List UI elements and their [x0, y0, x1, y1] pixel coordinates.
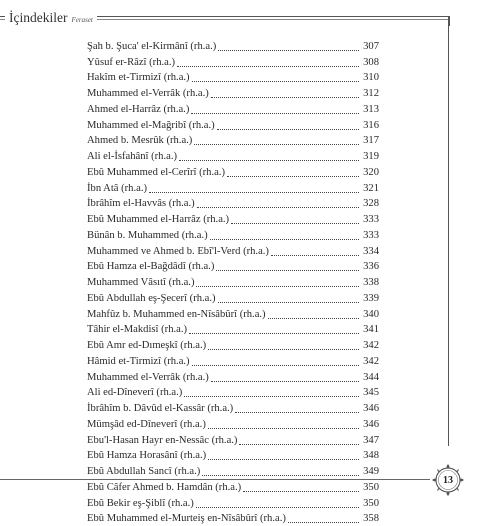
- toc-entry-page: 308: [359, 56, 379, 70]
- toc-entry: [87, 196, 379, 212]
- toc-entry-page: 328: [359, 197, 379, 211]
- toc-entry-page: 339: [359, 292, 379, 306]
- toc-entry-title: Ebû Hamza Horasânî (rh.a.): [87, 449, 208, 463]
- dot-leader: [216, 270, 359, 271]
- toc-entry-page: 319: [359, 150, 379, 164]
- toc-entry: [87, 369, 379, 385]
- toc-entry-title: Yûsuf er-Râzî (rh.a.): [87, 56, 177, 70]
- toc-entry: [87, 290, 379, 306]
- toc-entry-page: 334: [359, 245, 379, 259]
- dot-leader: [208, 459, 359, 460]
- dot-leader: [197, 207, 359, 208]
- dot-leader: [196, 286, 359, 287]
- toc-entry: [87, 227, 379, 243]
- toc-entry-title: Muhammed Vâsıtî (rh.a.): [87, 276, 196, 290]
- toc-entry: [87, 38, 379, 54]
- toc-entry-page: 346: [359, 402, 379, 416]
- toc-entry-title: Şah b. Şuca' el-Kirmânî (rh.a.): [87, 40, 218, 54]
- dot-leader: [208, 428, 359, 429]
- dot-leader: [192, 365, 359, 366]
- toc-entry-page: 350: [359, 497, 379, 511]
- toc-entry-page: 338: [359, 276, 379, 290]
- dot-leader: [231, 223, 359, 224]
- dot-leader: [184, 396, 359, 397]
- toc-entry: [87, 463, 379, 479]
- toc-entry-title: İbrâhîm b. Dâvûd el-Kassâr (rh.a.): [87, 402, 235, 416]
- toc-entry-page: 341: [359, 323, 379, 337]
- toc-entry-title: Ebû Amr ed-Dımeşkî (rh.a.): [87, 339, 208, 353]
- bottom-rule: [0, 479, 430, 480]
- toc-entry: [87, 117, 379, 133]
- toc-entry-page: 342: [359, 355, 379, 369]
- toc-entry-page: 310: [359, 71, 379, 85]
- toc-entry-title: Ahmed el-Harrâz (rh.a.): [87, 103, 191, 117]
- toc-entry: [87, 148, 379, 164]
- toc-entry-title: Ebû Abdullah Sancî (rh.a.): [87, 465, 202, 479]
- toc-entry-page: 350: [359, 481, 379, 495]
- dot-leader: [194, 144, 359, 145]
- toc-entry-page: 346: [359, 418, 379, 432]
- toc-entry-title: Mahfûz b. Muhammed en-Nîsâbûrî (rh.a.): [87, 308, 268, 322]
- toc-entry-page: 313: [359, 103, 379, 117]
- toc-entry-title: Ali ed-Dîneverî (rh.a.): [87, 386, 184, 400]
- toc-entry: [87, 400, 379, 416]
- toc-entry-title: Ebû Muhammed el-Murteiş en-Nîsâbûrî (rh.a.): [87, 512, 288, 526]
- dot-leader: [211, 381, 359, 382]
- toc-entry-title: Ebû Câfer Ahmed b. Hamdân (rh.a.): [87, 481, 243, 495]
- header-subtitle: Feraset: [71, 16, 92, 24]
- dot-leader: [149, 192, 359, 193]
- toc-entry-page: 344: [359, 371, 379, 385]
- dot-leader: [218, 302, 359, 303]
- toc-entry-page: 349: [359, 465, 379, 479]
- toc-entry: [87, 133, 379, 149]
- toc-entry-page: 307: [359, 40, 379, 54]
- toc-entry-title: Mümşâd ed-Dîneverî (rh.a.): [87, 418, 208, 432]
- toc-entry-title: Muhammed el-Verrâk (rh.a.): [87, 371, 211, 385]
- dot-leader: [179, 160, 359, 161]
- toc-entry-title: Hâmid et-Tirmizî (rh.a.): [87, 355, 192, 369]
- toc-entry-title: Bünân b. Muhammed (rh.a.): [87, 229, 210, 243]
- toc-entry-title: Muhammed ve Ahmed b. Ebî'l-Verd (rh.a.): [87, 245, 271, 259]
- toc-entry-title: Ali el-İsfahânî (rh.a.): [87, 150, 179, 164]
- toc-entry: [87, 432, 379, 448]
- toc-entry-page: 342: [359, 339, 379, 353]
- toc-entry-page: 317: [359, 134, 379, 148]
- dot-leader: [288, 522, 359, 523]
- right-frame-line: [448, 16, 451, 446]
- toc-entry: [87, 322, 379, 338]
- toc-entry-title: Tâhir el-Makdisî (rh.a.): [87, 323, 189, 337]
- toc-entry-title: Ebû Hamza el-Bağdâdî (rh.a.): [87, 260, 216, 274]
- toc-entry: [87, 385, 379, 401]
- toc-entry-page: 333: [359, 229, 379, 243]
- toc-entry-title: Hakîm et-Tirmizî (rh.a.): [87, 71, 192, 85]
- dot-leader: [217, 129, 359, 130]
- toc-entry-page: 340: [359, 308, 379, 322]
- toc-entry: [87, 101, 379, 117]
- dot-leader: [196, 507, 359, 508]
- dot-leader: [210, 239, 359, 240]
- toc-entry-page: 320: [359, 166, 379, 180]
- toc-entry: [87, 306, 379, 322]
- toc-entry: [87, 495, 379, 511]
- dot-leader: [192, 81, 359, 82]
- toc-entry: [87, 180, 379, 196]
- toc-entry-title: İbrâhîm el-Havvâs (rh.a.): [87, 197, 197, 211]
- toc-entry-title: Ebû Muhammed el-Harrâz (rh.a.): [87, 213, 231, 227]
- dot-leader: [189, 333, 359, 334]
- toc-entry-page: 316: [359, 119, 379, 133]
- toc-entry: [87, 85, 379, 101]
- toc-entry-title: Muhammed el-Verrâk (rh.a.): [87, 87, 211, 101]
- table-of-contents: [87, 38, 379, 526]
- toc-entry-title: Ebû Muhammed el-Cerîrî (rh.a.): [87, 166, 227, 180]
- header-title: İçindekiler: [9, 10, 67, 26]
- dot-leader: [191, 113, 359, 114]
- toc-entry-page: 312: [359, 87, 379, 101]
- dot-leader: [243, 491, 359, 492]
- toc-entry: [87, 479, 379, 495]
- toc-entry-page: 347: [359, 434, 379, 448]
- toc-entry-title: Muhammed el-Mağribî (rh.a.): [87, 119, 217, 133]
- dot-leader: [271, 255, 359, 256]
- toc-entry-page: 336: [359, 260, 379, 274]
- toc-entry-page: 321: [359, 182, 379, 196]
- toc-entry: [87, 274, 379, 290]
- toc-entry: [87, 70, 379, 86]
- toc-entry: [87, 243, 379, 259]
- dot-leader: [177, 66, 359, 67]
- toc-entry: [87, 448, 379, 464]
- dot-leader: [202, 475, 359, 476]
- toc-entry-page: 358: [359, 512, 379, 526]
- dot-leader: [239, 444, 359, 445]
- dot-leader: [211, 97, 359, 98]
- toc-entry-page: 345: [359, 386, 379, 400]
- toc-entry: [87, 259, 379, 275]
- toc-entry-page: 348: [359, 449, 379, 463]
- toc-entry-title: Ebû Abdullah eş-Şecerî (rh.a.): [87, 292, 218, 306]
- toc-entry-title: İbn Atâ (rh.a.): [87, 182, 149, 196]
- toc-entry-title: Ebû Bekir eş-Şiblî (rh.a.): [87, 497, 196, 511]
- dot-leader: [208, 349, 359, 350]
- toc-entry: [87, 164, 379, 180]
- dot-leader: [218, 50, 359, 51]
- page-number: 13: [430, 462, 466, 498]
- toc-entry-title: Ebu'l-Hasan Hayr en-Nessâc (rh.a.): [87, 434, 239, 448]
- toc-entry: [87, 337, 379, 353]
- toc-entry: [87, 416, 379, 432]
- dot-leader: [268, 318, 359, 319]
- toc-entry-title: Ahmed b. Mesrûk (rh.a.): [87, 134, 194, 148]
- toc-entry: [87, 353, 379, 369]
- dot-leader: [227, 176, 359, 177]
- toc-entry: [87, 54, 379, 70]
- toc-entry: [87, 511, 379, 526]
- running-header: [5, 10, 97, 26]
- dot-leader: [235, 412, 359, 413]
- toc-entry: [87, 211, 379, 227]
- toc-entry-page: 333: [359, 213, 379, 227]
